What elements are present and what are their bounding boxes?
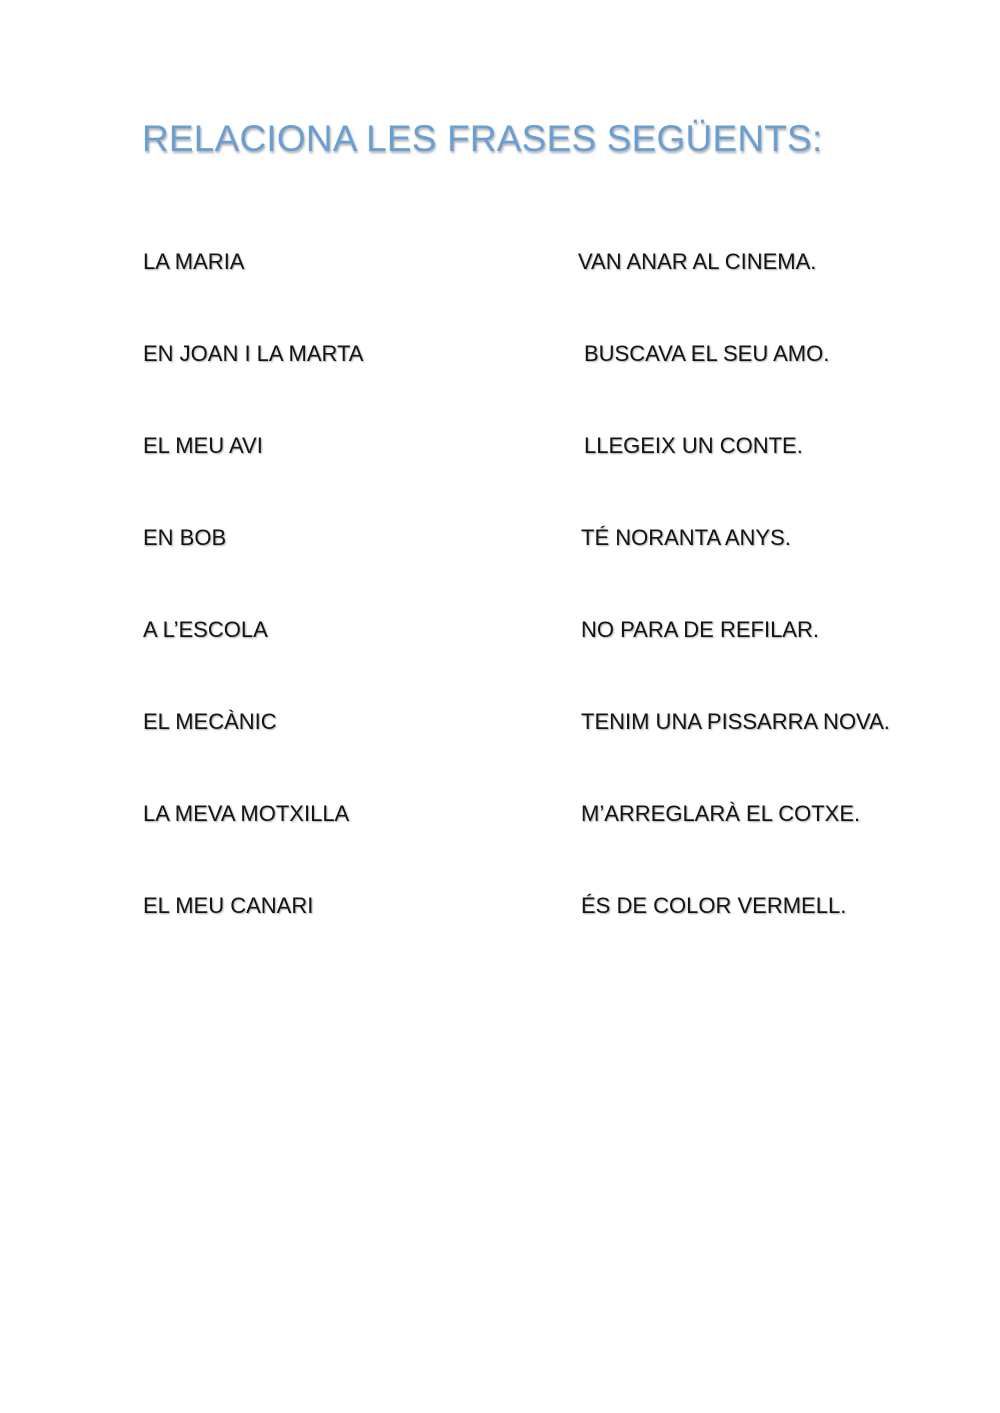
right-phrase-7[interactable]: M’ARREGLARÀ EL COTXE. [581, 801, 861, 826]
left-phrase-4[interactable]: EN BOB [143, 525, 227, 550]
left-phrase-3[interactable]: EL MEU AVI [143, 433, 263, 458]
right-phrase-1[interactable]: VAN ANAR AL CINEMA. [578, 249, 817, 274]
left-phrase-8[interactable]: EL MEU CANARI [143, 893, 314, 918]
right-phrase-6[interactable]: TENIM UNA PISSARRA NOVA. [581, 709, 890, 734]
left-phrase-7[interactable]: LA MEVA MOTXILLA [143, 801, 350, 826]
right-phrase-4[interactable]: TÉ NORANTA ANYS. [581, 525, 791, 550]
left-phrase-2[interactable]: EN JOAN I LA MARTA [143, 341, 364, 366]
page-title: RELACIONA LES FRASES SEGÜENTS: [142, 118, 823, 159]
left-phrase-1[interactable]: LA MARIA [143, 249, 245, 274]
left-phrase-6[interactable]: EL MECÀNIC [143, 709, 277, 734]
right-phrase-2[interactable]: BUSCAVA EL SEU AMO. [584, 341, 830, 366]
right-phrase-3[interactable]: LLEGEIX UN CONTE. [584, 433, 803, 458]
right-phrase-8[interactable]: ÉS DE COLOR VERMELL. [581, 893, 847, 918]
right-phrase-5[interactable]: NO PARA DE REFILAR. [581, 617, 819, 642]
left-phrase-5[interactable]: A L’ESCOLA [143, 617, 268, 642]
